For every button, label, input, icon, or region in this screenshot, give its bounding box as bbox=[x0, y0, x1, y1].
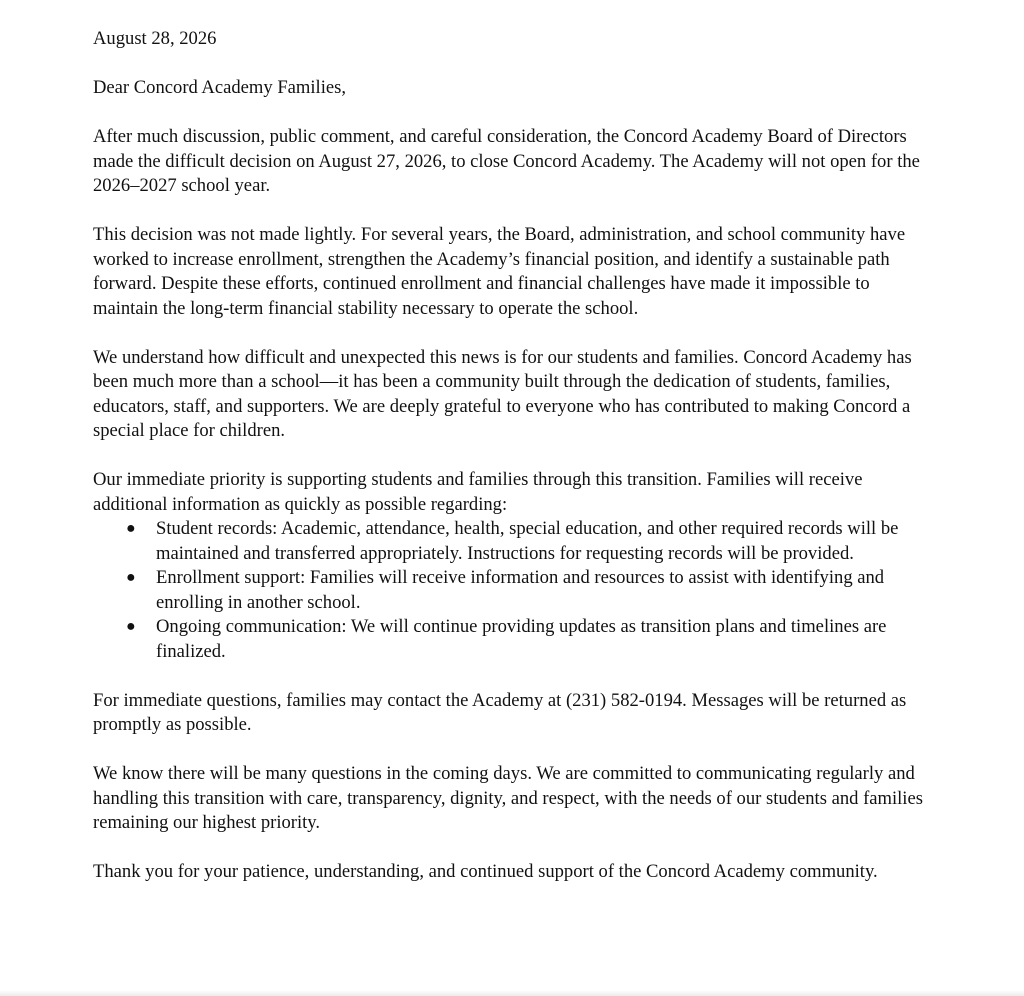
bullet-icon: ● bbox=[126, 569, 136, 586]
letter-body bbox=[93, 27, 938, 909]
paragraph-contact-info: For immediate questions, families may contact the Academy at (231) 582-0194. Messages will be returned as promptly as possible. bbox=[93, 689, 907, 735]
list-item-text: Enrollment support: Families will receive information and resources to assist with identifying and enrolling in another school. bbox=[156, 567, 885, 613]
paragraph-thank-you: Thank you for your patience, understanding, and continued support of the Concord Academy community. bbox=[93, 861, 878, 882]
paragraph-closure-announcement: After much discussion, public comment, and careful consideration, the Concord Academy Board of Directors made the difficult decision on August 27, 2026, to close Concord Academy. The Academy will not open for the 2026–2027 school year. bbox=[93, 126, 920, 196]
letter-date: August 28, 2026 bbox=[93, 28, 217, 49]
paragraph-decision-reasons: This decision was not made lightly. For several years, the Board, administration, and school community have worked to increase enrollment, strengthen the Academy’s financial position, and identify a sustainable path forward. Despite these efforts, continued enrollment and financial challenges have made it impossible to maintain the long-term financial stability necessary to operate the school. bbox=[93, 224, 906, 319]
bullet-icon: ● bbox=[126, 618, 136, 635]
list-item-enrollment-support bbox=[93, 566, 938, 615]
letter-greeting: Dear Concord Academy Families, bbox=[93, 77, 347, 98]
paragraph-transition-priority: Our immediate priority is supporting students and families through this transition. Families will receive additional information as quickly as possible regarding: bbox=[93, 469, 863, 515]
list-item-student-records bbox=[93, 517, 938, 566]
list-item-ongoing-communication bbox=[93, 615, 938, 664]
list-item-text: Student records: Academic, attendance, health, special education, and other required records will be maintained and transferred appropriately. Instructions for requesting records will be provided. bbox=[156, 518, 899, 564]
paragraph-commitment: We know there will be many questions in the coming days. We are committed to communicating regularly and handling this transition with care, transparency, dignity, and respect, with the needs of our students and families remaining our highest priority. bbox=[93, 763, 923, 833]
paragraph-gratitude: We understand how difficult and unexpected this news is for our students and families. Concord Academy has been much more than a school—it has been a community built through the dedication of students, families, educators, staff, and supporters. We are deeply grateful to everyone who has contributed to making Concord a special place for children. bbox=[93, 346, 912, 441]
transition-info-list bbox=[93, 517, 938, 664]
page-bottom-shadow bbox=[0, 990, 1024, 996]
list-item-text: Ongoing communication: We will continue providing updates as transition plans and timelines are finalized. bbox=[156, 616, 887, 662]
bullet-icon: ● bbox=[126, 520, 136, 537]
